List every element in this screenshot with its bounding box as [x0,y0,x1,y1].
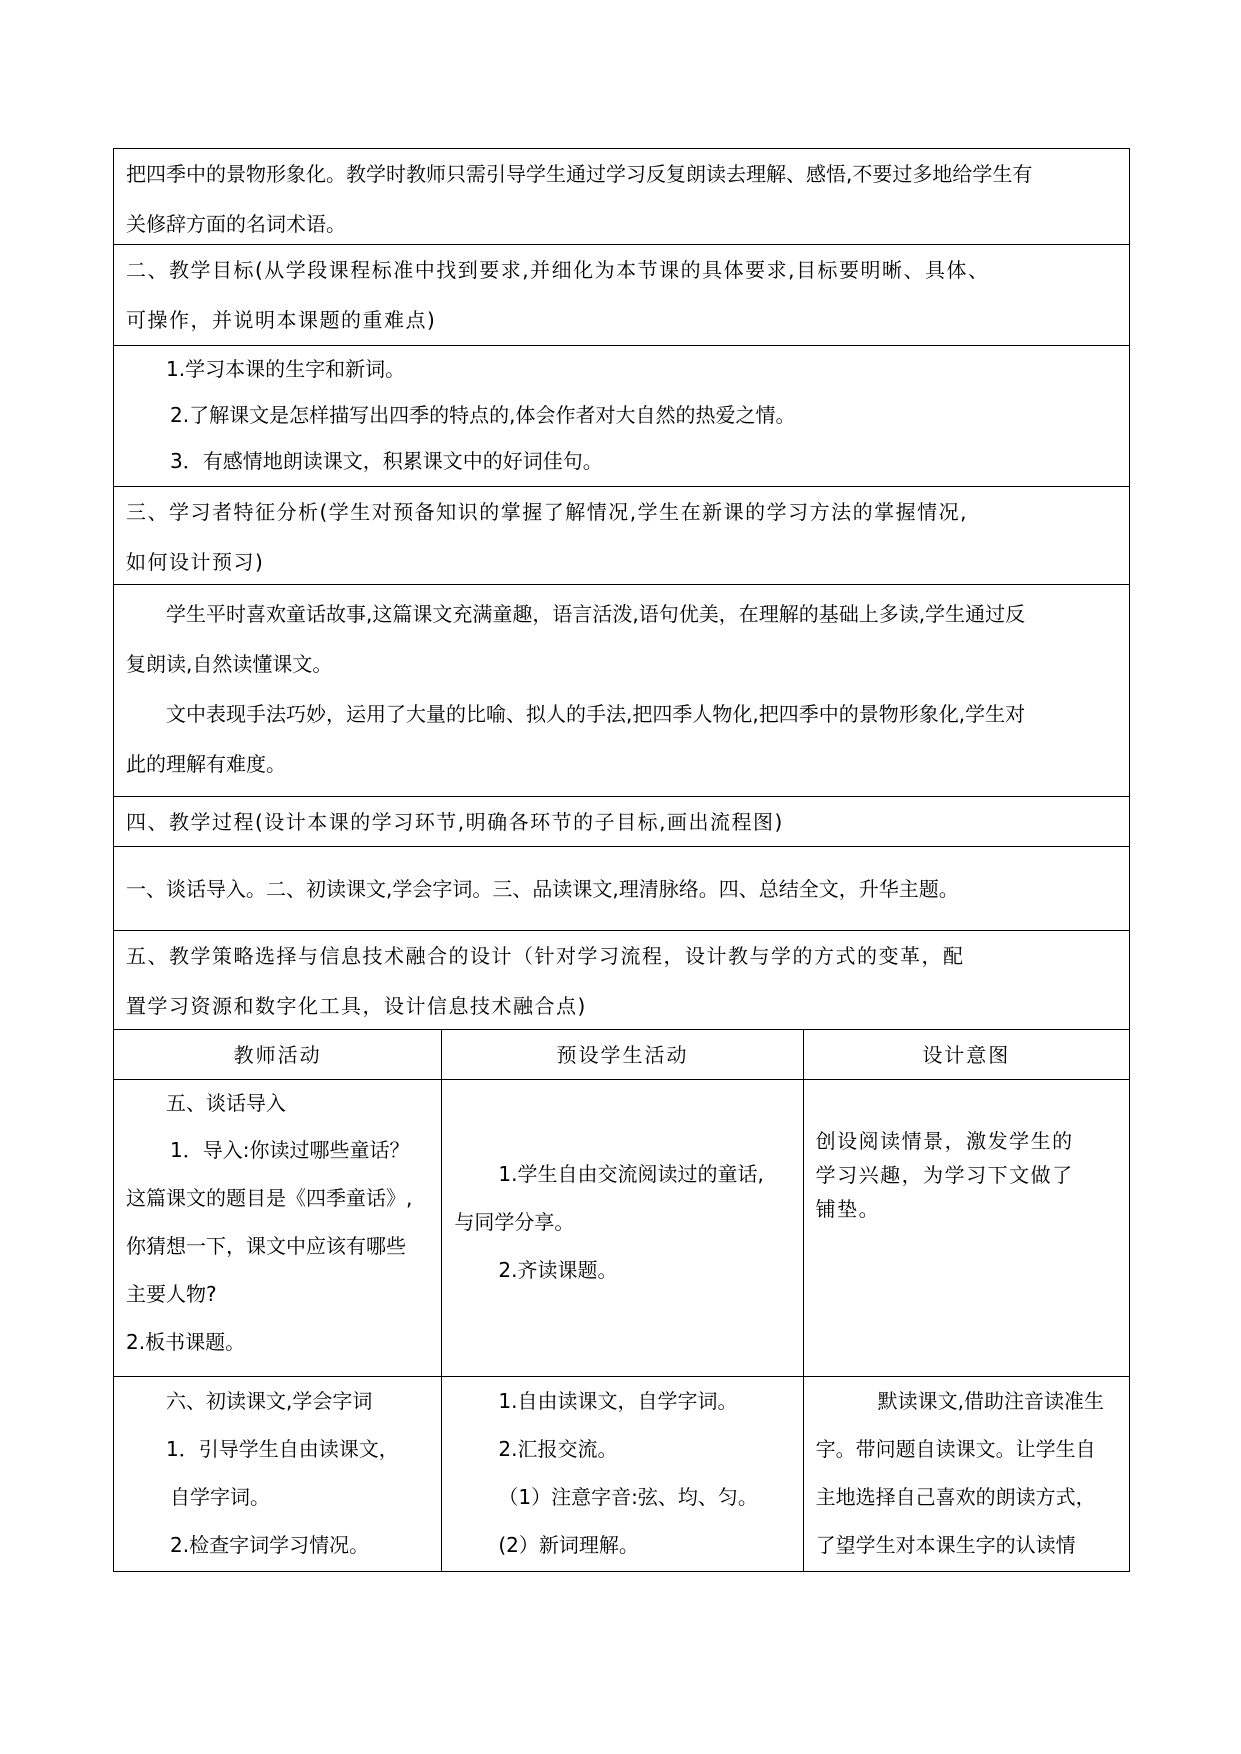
heading-line: 置学习资源和数字化工具，设计信息技术融合点) [126,994,587,1018]
cell-line: 你猜想一下，课文中应该有哪些 [126,1234,406,1258]
process-line: 一、谈话导入。二、初读课文,学会字词。三、品读课文,理清脉络。四、总结全文，升华主题。 [126,877,959,901]
cell-line: 1．引导学生自由读课文， [166,1437,399,1461]
cell-line: 铺垫。 [815,1197,881,1221]
intro-line: 关修辞方面的名词术语。 [126,212,346,236]
student-activity-cell [442,1080,803,1376]
cell-line: 六、初读课文,学会字词 [166,1389,373,1413]
teaching-process [114,847,1129,931]
lesson-plan-table [113,148,1130,1572]
heading-line: 可操作，并说明本课题的重难点) [126,308,437,332]
section-3-heading [114,487,1129,585]
heading-line: 如何设计预习) [126,550,265,574]
header-teacher-activity [114,1030,442,1079]
table-row [114,1377,1129,1571]
cell-line: 了望学生对本课生字的认读情 [815,1533,1076,1557]
goal-item: 1.学习本课的生字和新词。 [166,357,406,381]
heading-line: 二、教学目标(从学段课程标准中找到要求,并细化为本节课的具体要求,目标要明晰、具体、 [126,258,990,282]
analysis-line: 学生平时喜欢童话故事,这篇课文充满童趣，语言活泼,语句优美，在理解的基础上多读,学生通过反 [166,602,1026,626]
teacher-activity-cell [114,1080,442,1376]
header-design-intent [804,1030,1129,1079]
cell-line: 这篇课文的题目是《四季童话》, [126,1186,413,1210]
cell-line: (2）新词理解。 [498,1533,639,1557]
teacher-activity-cell [114,1377,442,1571]
heading-line: 四、教学过程(设计本课的学习环节,明确各环节的子目标,画出流程图) [126,810,784,834]
header-student-activity [442,1030,803,1079]
analysis-line: 此的理解有难度。 [126,752,286,776]
header-label: 设计意图 [922,1043,1011,1067]
cell-line: 1.学生自由交流阅读过的童话, [498,1162,764,1186]
design-intent-cell [804,1080,1129,1376]
learner-analysis [114,585,1129,797]
cell-line: 2.汇报交流。 [498,1437,618,1461]
section-4-heading [114,797,1129,847]
intro-line: 把四季中的景物形象化。教学时教师只需引导学生通过学习反复朗读去理解、感悟,不要过多地给学生有 [126,162,1033,186]
cell-line: 主要人物? [126,1282,217,1306]
cell-line: 2.检查字词学习情况。 [170,1533,370,1557]
header-label: 教师活动 [233,1043,322,1067]
section-5-heading [114,931,1129,1030]
cell-line: （1）注意字音:弦、均、匀。 [498,1485,758,1509]
analysis-line: 复朗读,自然读懂课文。 [126,652,333,676]
student-activity-cell [442,1377,803,1571]
section-2-heading [114,245,1129,346]
cell-line: 1．导入:你读过哪些童话？ [170,1138,410,1162]
cell-line: 五、谈话导入 [166,1091,286,1115]
cell-line: 自学字词。 [170,1485,270,1509]
cell-line: 字。带问题自读课文。让学生自 [815,1437,1096,1461]
table-row [114,1080,1129,1377]
cell-line: 1.自由读课文，自学字词。 [498,1389,738,1413]
cell-line: 创设阅读情景，激发学生的 [815,1129,1074,1153]
goal-item: 2.了解课文是怎样描写出四季的特点的,体会作者对大自然的热爱之情。 [170,403,796,427]
heading-line: 三、学习者特征分析(学生对预备知识的掌握了解情况,学生在新课的学习方法的掌握情况, [126,500,969,524]
cell-line: 主地选择自己喜欢的朗读方式， [815,1485,1096,1509]
header-label: 预设学生活动 [556,1043,689,1067]
activity-table-header [114,1030,1129,1080]
heading-line: 五、教学策略选择与信息技术融合的设计（针对学习流程，设计教与学的方式的变革，配 [126,944,965,968]
design-intent-cell [804,1377,1129,1571]
teaching-goals [114,346,1129,487]
intro-section [114,149,1129,245]
analysis-line: 文中表现手法巧妙，运用了大量的比喻、拟人的手法,把四季人物化,把四季中的景物形象化,学生对 [166,702,1026,726]
cell-line: 学习兴趣，为学习下文做了 [815,1163,1074,1187]
cell-line: 与同学分享。 [454,1210,575,1234]
cell-line: 2.板书课题。 [126,1330,246,1354]
goal-item: 3．有感情地朗读课文，积累课文中的好词佳句。 [170,449,603,473]
cell-line: 2.齐读课题。 [498,1258,618,1282]
cell-line: 默读课文,借助注音读准生 [877,1389,1104,1413]
